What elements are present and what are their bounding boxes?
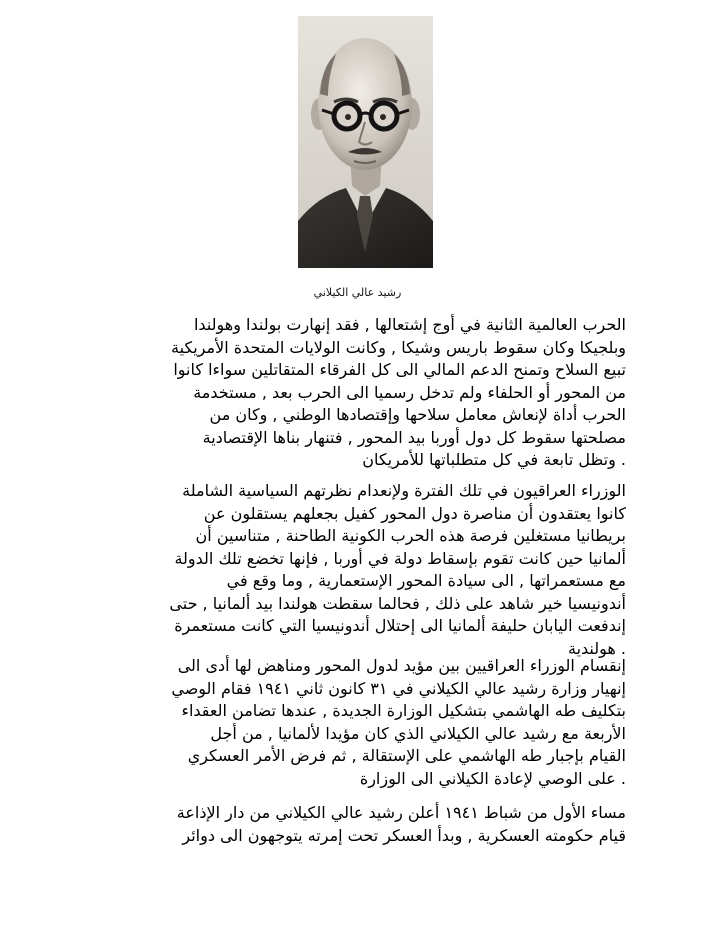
photo-caption: رشيد عالي الكيلاني [313,286,402,299]
text-line: القيام بإجبار طه الهاشمي على الإستقالة , ثم فرض الأمر العسكري [187,746,626,765]
text-line: إندفعت اليابان حليفة ألمانيا الى إحتلال أندونيسيا التي كانت مستعمرة [174,616,626,635]
text-line: إنهيار وزارة رشيد عالي الكيلاني في ٣١ كانون ثاني ١٩٤١ فقام الوصي [171,678,626,698]
text-line: من المحور أو الحلفاء ولم تدخل رسميا الى الحرب بعد , مستخدمة [193,382,626,402]
text-line: . هولندية [567,638,626,658]
text-line: إنقسام الوزراء العراقيين بين مؤيد لدول المحور ومناهض لها أدى الى [177,656,626,675]
text-line: الوزراء العراقيون في تلك الفترة ولإنعدام نظرتهم السياسية الشاملة [182,481,626,500]
text-line: أندونيسيا خير شاهد على ذلك , فحالما سقطت هولندا بيد ألمانيا , حتى [169,593,626,613]
paragraph-4 [177,802,626,847]
text-line: ألمانيا حين كانت تقوم بإسقاط دولة في أوربا , فإنها تخضع تلك الدولة [174,548,626,568]
text-line: الحرب أداة لإنعاش معامل سلاحها وإقتصادها الوطني , وكان من [209,405,626,424]
text-line: . وتظل تابعة في كل متطلباتها للأمريكان [362,450,626,469]
text-line: قيام حكومته العسكرية , وبدأ العسكر تحت إمرته يتوجهون الى دوائر [182,825,626,845]
text-line: مساء الأول من شباط ١٩٤١ أعلن رشيد عالي الكيلاني من دار الإذاعة [176,803,626,822]
text-line: مع مستعمراتها , الى سيادة المحور الإستعمارية , وما وقع في [226,571,626,590]
portrait-photo [298,16,433,268]
portrait-image [298,16,433,268]
paragraph-3 [171,655,626,790]
text-line: الأربعة مع رشيد عالي الكيلاني الذي كان مؤيدا لألمانيا , من أجل [210,723,626,743]
text-line: . على الوصي لإعادة الكيلاني الى الوزارة [359,768,626,788]
text-line: بتكليف طه الهاشمي بتشكيل الوزارة الجديدة , عندها تضامن العقداء [181,701,626,720]
text-line: وبلجيكا وكان سقوط باريس وشيكا , وكانت الولايات المتحدة الأمريكية [171,337,626,357]
paragraph-1 [171,314,626,472]
text-line: كانوا يعتقدون أن مناصرة دول المحور كفيل بجعلهم يستقلون عن [203,503,626,523]
text-line: مصلحتها سقوط كل دول أوربا بيد المحور , فتنهار بناها الإقتصادية [202,427,626,447]
text-line: تبيع السلاح وتمنح الدعم المالي الى كل الفرقاء المتقاتلين سواءا كانوا [173,360,626,379]
text-line: الحرب العالمية الثانية في أوج إشتعالها , فقد إنهارت بولندا وهولندا [193,315,626,334]
text-line: بريطانيا مستغلين فرصة هذه الحرب الكونية الطاحنة , متناسين أن [195,526,626,545]
paragraph-2 [169,480,626,660]
